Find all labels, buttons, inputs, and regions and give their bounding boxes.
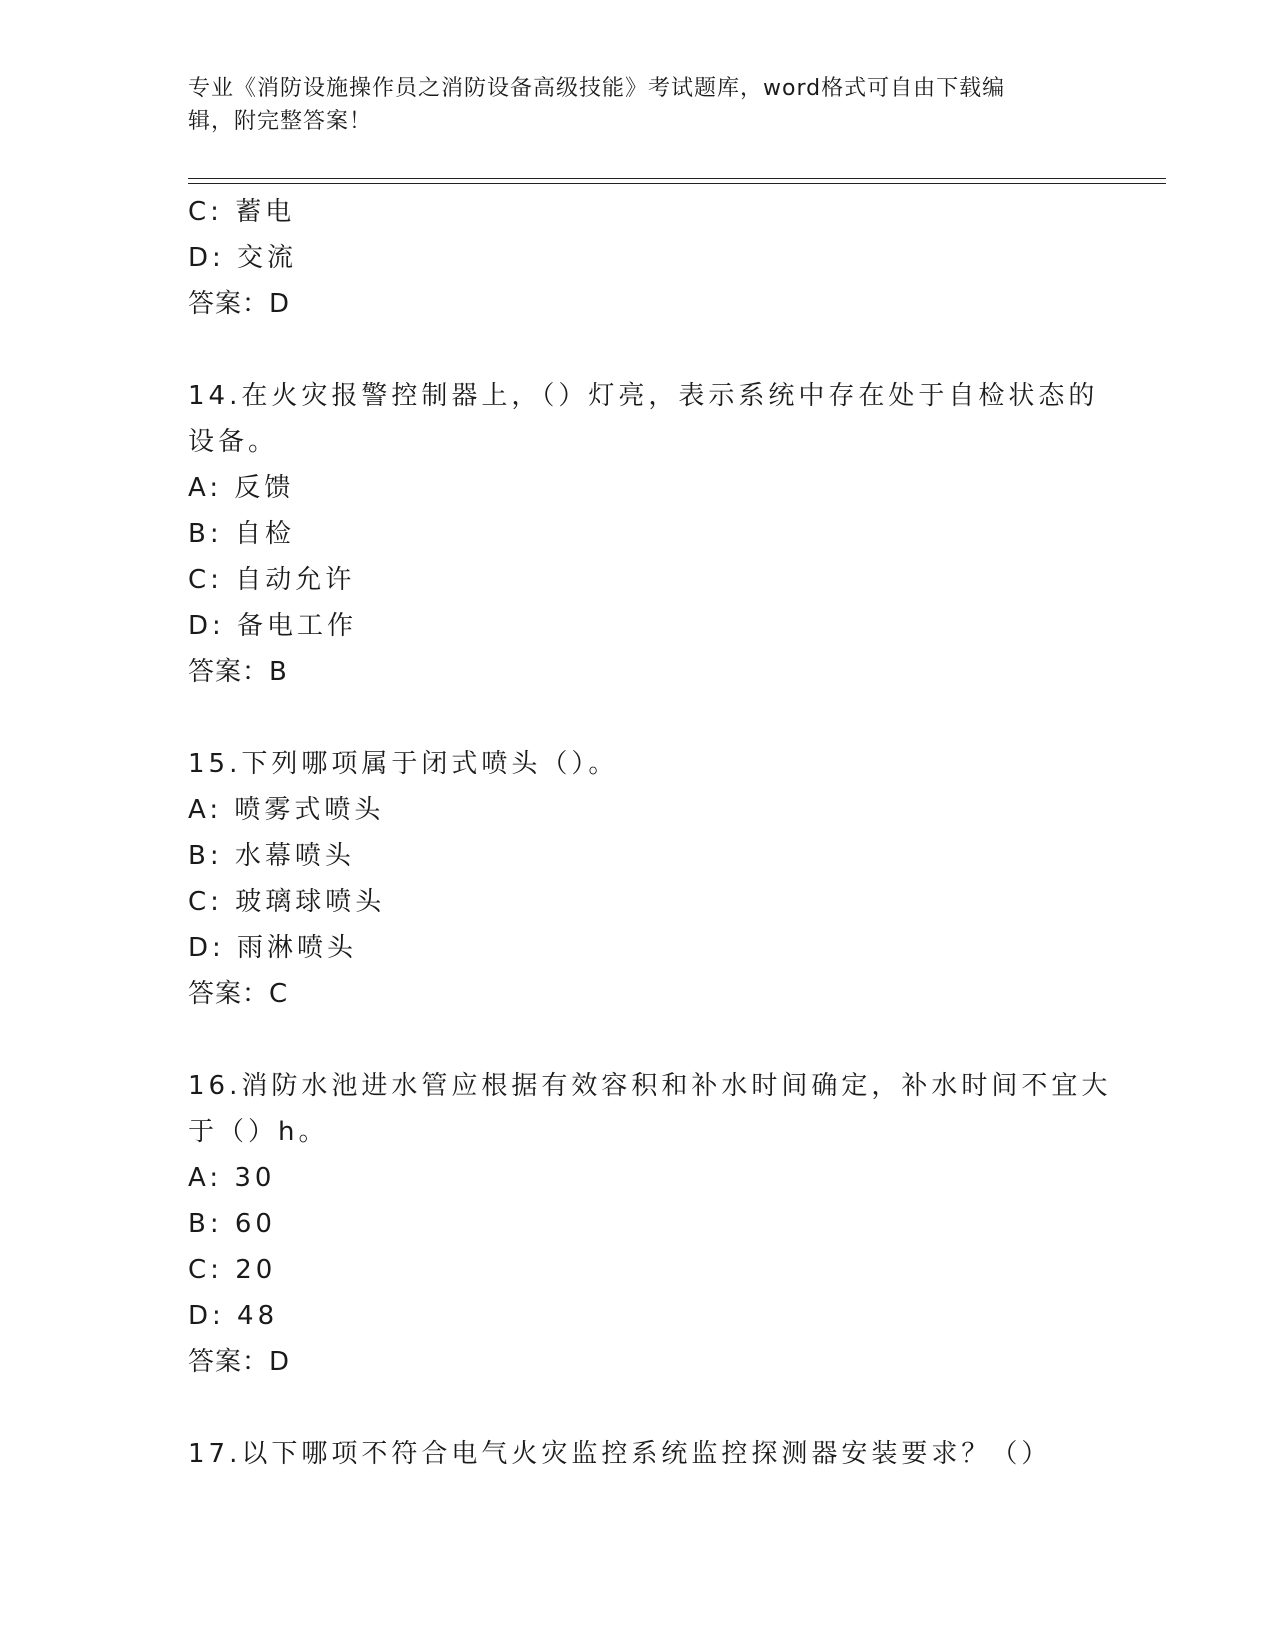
question-13-tail	[188, 189, 1088, 327]
option-letter: C:	[188, 1255, 223, 1285]
option-letter: A:	[188, 1163, 223, 1193]
header-rule-bottom	[188, 183, 1166, 184]
option-letter: D:	[188, 1301, 225, 1331]
option-text: 自动允许	[235, 565, 356, 595]
answer	[188, 971, 1088, 1017]
option-d	[188, 235, 1088, 281]
option-b	[188, 511, 1088, 557]
answer-value: D	[269, 289, 291, 319]
option-a	[188, 787, 1088, 833]
question-15	[188, 741, 1088, 1017]
option-text: 喷雾式喷头	[234, 795, 385, 825]
option-letter: D:	[188, 611, 225, 641]
header-line-1: 专业《消防设施操作员之消防设备高级技能》考试题库，word格式可自由下载编	[188, 76, 1006, 101]
option-d	[188, 1293, 1088, 1339]
option-letter: C:	[188, 565, 223, 595]
question-stem-cont: 设备。	[188, 427, 279, 457]
question-stem: 16.消防水池进水管应根据有效容积和补水时间确定，补水时间不宜大	[188, 1071, 1112, 1101]
option-text: 20	[235, 1255, 277, 1285]
document-header	[188, 72, 1088, 138]
option-letter: D:	[188, 243, 225, 273]
question-16	[188, 1063, 1112, 1385]
option-b	[188, 833, 1088, 879]
question-stem: 14.在火灾报警控制器上，（）灯亮，表示系统中存在处于自检状态的	[188, 381, 1099, 411]
option-letter: C:	[188, 887, 223, 917]
option-text: 自检	[234, 519, 295, 549]
option-letter: C:	[188, 197, 223, 227]
option-b	[188, 1201, 1088, 1247]
option-c	[188, 557, 1088, 603]
answer-value: D	[269, 1347, 291, 1377]
option-letter: B:	[188, 841, 223, 871]
answer-label: 答案：	[188, 657, 270, 687]
answer-label: 答案：	[188, 1347, 270, 1377]
option-text: 雨淋喷头	[237, 933, 358, 963]
question-14	[188, 373, 1099, 695]
option-text: 48	[237, 1301, 279, 1331]
option-text: 蓄电	[235, 197, 296, 227]
question-17	[188, 1431, 1088, 1477]
option-c	[188, 1247, 1088, 1293]
answer	[188, 281, 1088, 327]
option-a	[188, 1155, 1088, 1201]
option-text: 交流	[237, 243, 298, 273]
question-stem: 15.下列哪项属于闭式喷头（）。	[188, 749, 619, 779]
option-d	[188, 925, 1088, 971]
option-letter: D:	[188, 933, 225, 963]
option-text: 反馈	[234, 473, 295, 503]
option-d	[188, 603, 1088, 649]
option-c	[188, 189, 1088, 235]
answer-value: C	[269, 979, 289, 1009]
option-letter: A:	[188, 473, 223, 503]
question-stem: 17.以下哪项不符合电气火灾监控系统监控探测器安装要求？（）	[188, 1439, 1052, 1469]
option-text: 备电工作	[237, 611, 358, 641]
option-text: 水幕喷头	[234, 841, 355, 871]
answer	[188, 649, 1088, 695]
header-rule-top	[188, 178, 1166, 179]
option-text: 60	[234, 1209, 276, 1239]
option-letter: B:	[188, 1209, 223, 1239]
answer-value: B	[269, 657, 288, 687]
option-letter: A:	[188, 795, 223, 825]
question-stem-cont: 于（）h。	[188, 1117, 329, 1147]
option-text: 玻璃球喷头	[235, 887, 386, 917]
answer-label: 答案：	[188, 979, 270, 1009]
header-line-2: 辑，附完整答案！	[188, 109, 373, 134]
answer-label: 答案：	[188, 289, 270, 319]
answer	[188, 1339, 1088, 1385]
question-list	[188, 189, 1112, 1477]
option-c	[188, 879, 1088, 925]
option-text: 30	[234, 1163, 276, 1193]
option-letter: B:	[188, 519, 223, 549]
option-a	[188, 465, 1088, 511]
